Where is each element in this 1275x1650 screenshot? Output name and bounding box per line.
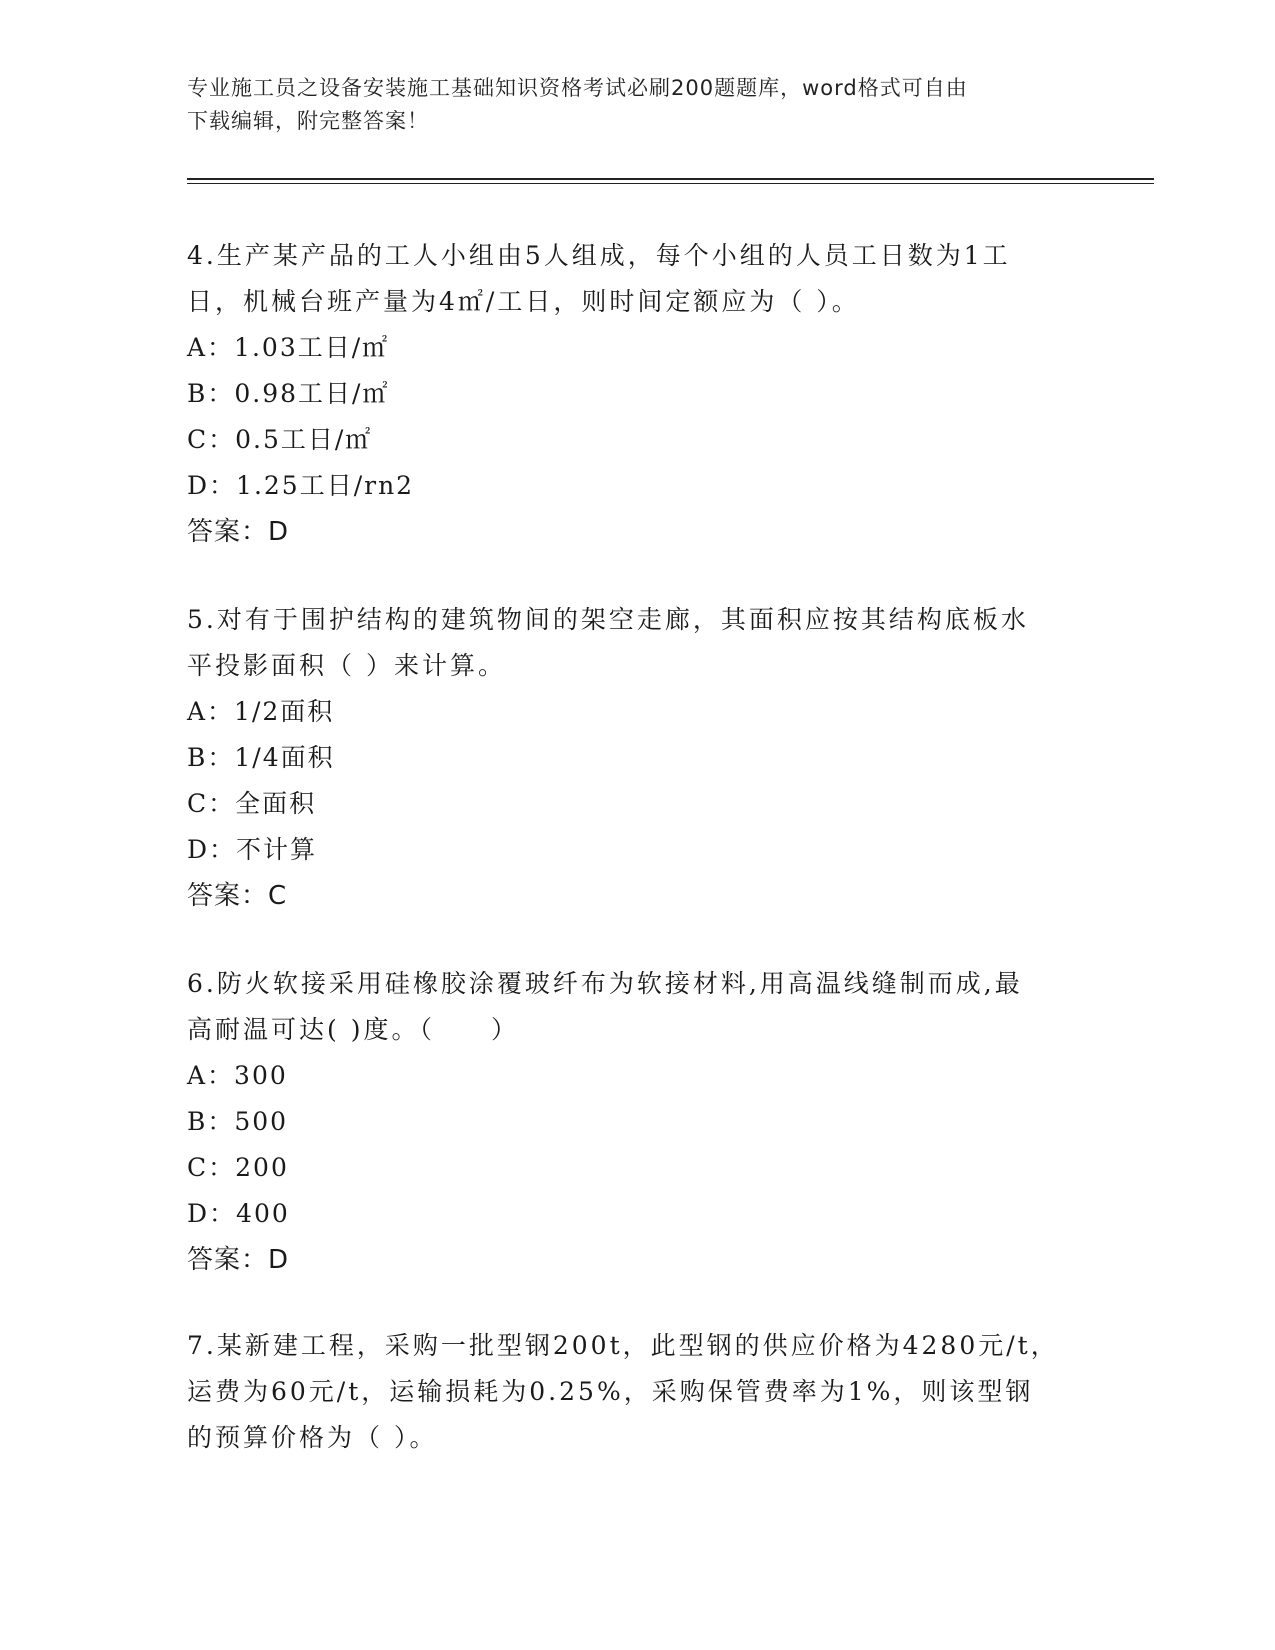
question-4 (187, 233, 1067, 555)
option-a: A：1/2面积 (187, 697, 335, 726)
question-text-line: 7.某新建工程，采购一批型钢200t，此型钢的供应价格为4280元/t， (187, 1331, 1059, 1360)
option-a: A：1.03工日/㎡ (187, 333, 390, 362)
question-5 (187, 597, 1067, 919)
option-a: A：300 (187, 1061, 288, 1090)
option-d: D：不计算 (187, 835, 318, 864)
question-text-line: 平投影面积（ ）来计算。 (187, 651, 506, 680)
question-text-line: 的预算价格为（ ）。 (187, 1423, 438, 1452)
answer: 答案：D (187, 1245, 290, 1275)
question-text-line: 6.防火软接采用硅橡胶涂覆玻纤布为软接材料,用高温线缝制而成,最 (187, 969, 1023, 998)
header-title-line-1: 专业施工员之设备安装施工基础知识资格考试必刷200题题库，word格式可自由 (187, 76, 968, 100)
question-text-line: 日，机械台班产量为4㎡/工日，则时间定额应为（ ）。 (187, 287, 860, 316)
option-b: B：500 (187, 1107, 289, 1136)
question-7 (187, 1323, 1067, 1461)
option-c: C：0.5工日/㎡ (187, 425, 373, 454)
header-divider (187, 178, 1154, 180)
option-c: C：全面积 (187, 789, 317, 818)
question-text-line: 高耐温可达( )度。（ ） (187, 1015, 519, 1044)
option-d: D：400 (187, 1199, 290, 1228)
header-title-line-2: 下载编辑，附完整答案！ (187, 109, 429, 133)
question-text-line: 4.生产某产品的工人小组由5人组成，每个小组的人员工日数为1工 (187, 241, 1011, 270)
question-text-line: 5.对有于围护结构的建筑物间的架空走廊，其面积应按其结构底板水 (187, 605, 1029, 634)
document-header (187, 72, 1067, 138)
answer: 答案：C (187, 881, 288, 911)
option-b: B：0.98工日/㎡ (187, 379, 390, 408)
option-c: C：200 (187, 1153, 289, 1182)
answer: 答案：D (187, 517, 290, 547)
option-d: D：1.25工日/rn2 (187, 471, 415, 500)
question-text-line: 运费为60元/t，运输损耗为0.25%，采购保管费率为1%，则该型钢 (187, 1377, 1034, 1406)
question-6 (187, 961, 1067, 1283)
header-divider-thin (187, 183, 1154, 184)
option-b: B：1/4面积 (187, 743, 335, 772)
